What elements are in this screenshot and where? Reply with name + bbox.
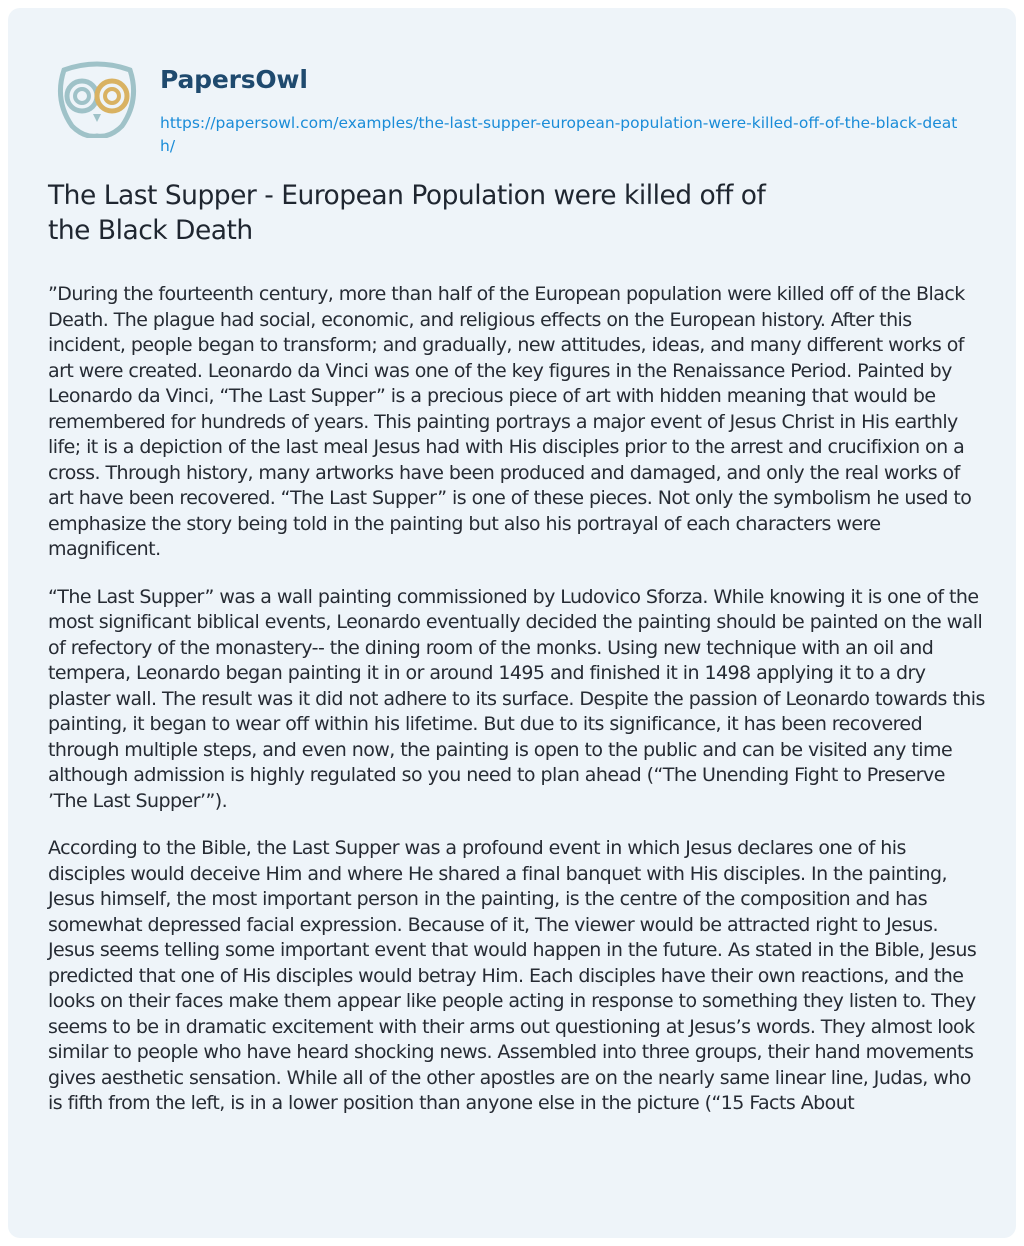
- paragraph: According to the Bible, the Last Supper was a profound event in which Jesus declares one of his disciples would deceive Him and where He shared a final banquet with His disciples. In the painting, Jesus himself, the most important person in the painting, is the centre of the composition and has somewhat depressed facial expression. Because of it, The viewer would be attracted right to Jesus. Jesus seems telling some important event that would happen in the future. As stated in the Bible, Jesus predicted that one of His disciples would betray Him. Each disciples have their own reactions, and the looks on their faces make them appear like people acting in response to something they listen to. They seems to be in dramatic excitement with their arms out questioning at Jesus’s words. They almost look similar to people who have heard shocking news. Assembled into three groups, their hand movements gives aesthetic sensation. While all of the other apostles are on the nearly same linear line, Judas, who is fifth from the left, is in a lower position than anyone else in the picture (“15 Facts About: [48, 837, 977, 1114]
- document-page: [8, 8, 1016, 1238]
- document-body: [48, 282, 986, 1139]
- owl-logo-icon: [50, 60, 144, 138]
- brand-name[interactable]: PapersOwl: [160, 65, 308, 94]
- source-url-link[interactable]: https://papersowl.com/examples/the-last-supper-european-population-were-killed-off-of-the-black-death/: [160, 114, 958, 155]
- paragraph: ”During the fourteenth century, more than half of the European population were killed off of the Black Death. The plague had social, economic, and religious effects on the European history. After this incident, people began to transform; and gradually, new attitudes, ideas, and many different works of art were created. Leonardo da Vinci was one of the key figures in the Renaissance Period. Painted by Leonardo da Vinci, “The Last Supper” is a precious piece of art with hidden meaning that would be remembered for hundreds of years. This painting portrays a major event of Jesus Christ in His earthly life; it is a depiction of the last meal Jesus had with His disciples prior to the arrest and crucifixion on a cross. Through history, many artworks have been produced and damaged, and only the real works of art have been recovered. “The Last Supper” is one of these pieces. Not only the symbolism he used to emphasize the story being told in the painting but also his portrayal of each characters were magnificent.: [48, 283, 972, 560]
- paragraph: “The Last Supper” was a wall painting commissioned by Ludovico Sforza. While knowing it is one of the most significant biblical events, Leonardo eventually decided the painting should be painted on the wall of refectory of the monastery-- the dining room of the monks. Using new technique with an oil and tempera, Leonardo began painting it in or around 1495 and finished it in 1498 applying it to a dry plaster wall. The result was it did not adhere to its surface. Despite the passion of Leonardo towards this painting, it began to wear off within his lifetime. But due to its significance, it has been recovered through multiple steps, and even now, the painting is open to the public and can be visited any time although admission is highly regulated so you need to plan ahead (“The Unending Fight to Preserve ’The Last Supper’”).: [48, 585, 985, 812]
- document-title: The Last Supper - European Population were killed off of the Black Death: [48, 180, 766, 246]
